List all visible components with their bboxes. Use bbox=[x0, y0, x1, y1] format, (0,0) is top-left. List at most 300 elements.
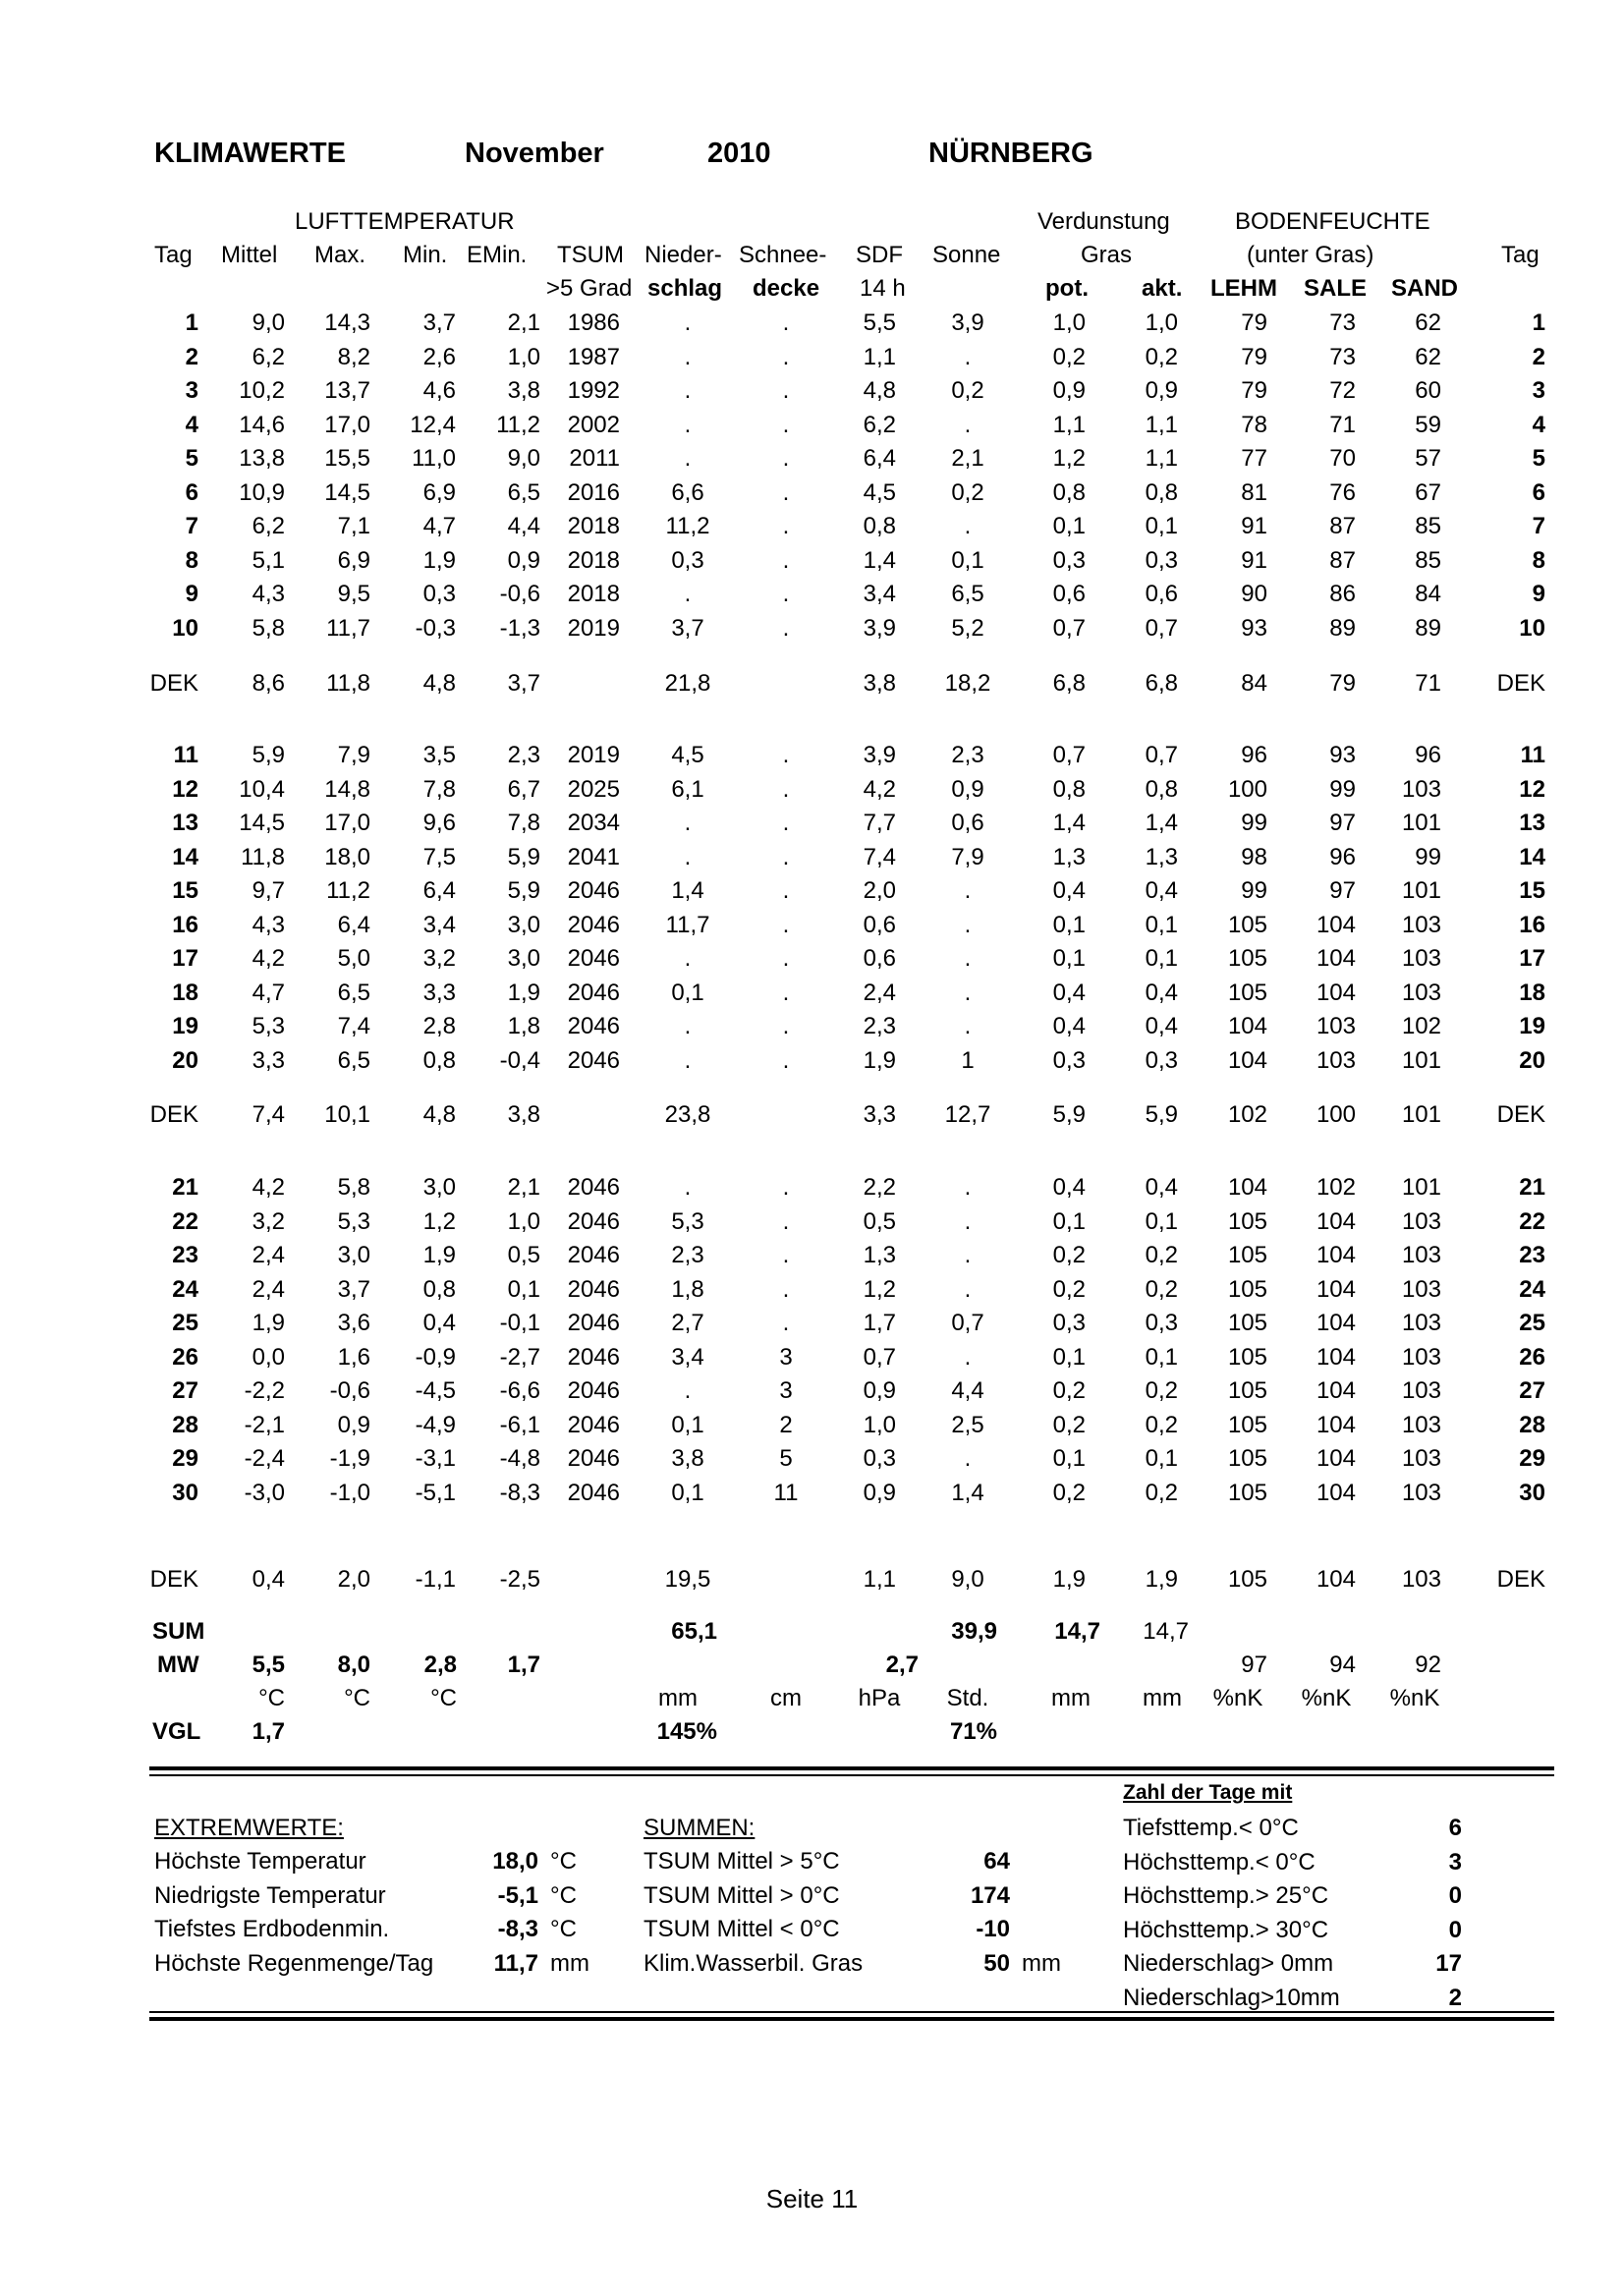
cell-min: -1,1 bbox=[415, 1566, 456, 1593]
cell-akt: 0,2 bbox=[1145, 1242, 1178, 1268]
cell-sonne: 0,2 bbox=[951, 479, 984, 506]
cell-sdf: 1,1 bbox=[863, 344, 896, 370]
col-sonne: Sonne bbox=[932, 242, 1001, 268]
cell-min: 3,0 bbox=[422, 1174, 456, 1201]
cell-max: -1,0 bbox=[329, 1480, 370, 1506]
sum-akt: 14,7 bbox=[1143, 1618, 1189, 1645]
cell-max: 5,0 bbox=[337, 945, 370, 972]
cell-sdf: 3,4 bbox=[863, 581, 896, 607]
col-max: Max. bbox=[314, 242, 366, 268]
cell-min: 3,5 bbox=[422, 742, 456, 768]
cell-sand: 59 bbox=[1415, 412, 1441, 438]
cell-emin: -6,1 bbox=[499, 1412, 540, 1438]
cell-min: 2,8 bbox=[422, 1013, 456, 1039]
unit-sonne: Std. bbox=[946, 1685, 989, 1711]
cell-max: 7,9 bbox=[337, 742, 370, 768]
cell-sand: 60 bbox=[1415, 377, 1441, 404]
cell-nieder: 21,8 bbox=[664, 670, 711, 697]
cell-max: 7,1 bbox=[337, 513, 370, 539]
table-row bbox=[0, 877, 1624, 907]
cell-mittel: 0,0 bbox=[252, 1344, 285, 1371]
cell-pot: 0,4 bbox=[1052, 980, 1086, 1006]
cell-akt: 0,1 bbox=[1145, 912, 1178, 938]
cell-tsum: 2046 bbox=[567, 980, 620, 1006]
cell-tag2: 30 bbox=[1519, 1480, 1545, 1506]
cell-tag: 23 bbox=[172, 1242, 198, 1268]
cell-tag: 24 bbox=[172, 1276, 198, 1303]
cell-schnee: . bbox=[782, 377, 790, 404]
cell-akt: 0,7 bbox=[1145, 742, 1178, 768]
cell-sonne: . bbox=[964, 980, 972, 1006]
cell-sale: 104 bbox=[1316, 1344, 1356, 1371]
cell-tag2: 27 bbox=[1519, 1377, 1545, 1404]
tage-value: 17 bbox=[1435, 1950, 1462, 1977]
cell-schnee: . bbox=[782, 1242, 790, 1268]
cell-mittel: 3,3 bbox=[252, 1047, 285, 1074]
cell-emin: 4,4 bbox=[507, 513, 540, 539]
cell-akt: 5,9 bbox=[1145, 1101, 1178, 1128]
table-row bbox=[0, 1276, 1624, 1306]
cell-akt: 1,0 bbox=[1145, 309, 1178, 336]
cell-emin: 6,7 bbox=[507, 776, 540, 803]
cell-tag: 11 bbox=[173, 742, 198, 768]
cell-nieder: . bbox=[684, 1047, 692, 1074]
cell-pot: 1,1 bbox=[1052, 412, 1086, 438]
cell-mittel: -3,0 bbox=[244, 1480, 285, 1506]
cell-sonne: 2,3 bbox=[951, 742, 984, 768]
cell-pot: 0,1 bbox=[1052, 945, 1086, 972]
cell-sand: 84 bbox=[1415, 581, 1441, 607]
extrem-unit: mm bbox=[550, 1949, 589, 1977]
cell-tag2: 14 bbox=[1519, 844, 1545, 870]
vgl-mittel: 1,7 bbox=[252, 1718, 285, 1745]
cell-nieder: 11,7 bbox=[665, 912, 710, 938]
cell-emin: -0,6 bbox=[499, 581, 540, 607]
cell-emin: -4,8 bbox=[499, 1445, 540, 1472]
cell-sale: 71 bbox=[1329, 412, 1356, 438]
cell-sale: 104 bbox=[1316, 980, 1356, 1006]
col-tag: Tag bbox=[154, 242, 193, 268]
cell-nieder: 0,1 bbox=[671, 980, 704, 1006]
cell-pot: 0,3 bbox=[1052, 1047, 1086, 1074]
cell-pot: 6,8 bbox=[1052, 670, 1086, 697]
extrem-unit: °C bbox=[550, 1848, 577, 1875]
extrem-unit: °C bbox=[550, 1916, 577, 1942]
mw-max: 8,0 bbox=[337, 1652, 370, 1678]
cell-tsum: 2046 bbox=[567, 1480, 620, 1506]
vgl-nieder: 145% bbox=[656, 1718, 717, 1745]
cell-mittel: 1,9 bbox=[252, 1310, 285, 1336]
cell-sale: 86 bbox=[1329, 581, 1356, 607]
cell-sdf: 0,9 bbox=[863, 1377, 896, 1404]
cell-min: 3,7 bbox=[422, 309, 456, 336]
cell-sonne: 0,7 bbox=[951, 1310, 984, 1336]
cell-akt: 0,2 bbox=[1145, 1412, 1178, 1438]
cell-sonne: . bbox=[964, 344, 972, 370]
tage-label: Niederschlag>10mm bbox=[1123, 1984, 1340, 2011]
cell-akt: 0,2 bbox=[1145, 1480, 1178, 1506]
cell-sale: 79 bbox=[1329, 670, 1356, 697]
cell-min: -4,5 bbox=[415, 1377, 456, 1404]
cell-pot: 0,8 bbox=[1052, 479, 1086, 506]
cell-akt: 0,4 bbox=[1145, 980, 1178, 1006]
divider-top-2 bbox=[149, 1774, 1554, 1776]
cell-lehm: 105 bbox=[1227, 1445, 1267, 1472]
cell-min: -0,3 bbox=[415, 615, 456, 642]
cell-tsum: 2018 bbox=[567, 581, 620, 607]
table-row bbox=[0, 377, 1624, 407]
unit-sand: %nK bbox=[1389, 1685, 1440, 1711]
cell-sdf: 1,4 bbox=[863, 547, 896, 574]
table-row bbox=[0, 1310, 1624, 1339]
cell-nieder: . bbox=[684, 445, 692, 472]
cell-tag2: 26 bbox=[1519, 1344, 1545, 1371]
cell-min: 0,8 bbox=[422, 1047, 456, 1074]
cell-sand: 85 bbox=[1415, 547, 1441, 574]
cell-pot: 0,2 bbox=[1052, 1276, 1086, 1303]
cell-sale: 89 bbox=[1329, 615, 1356, 642]
cell-tsum: 2046 bbox=[567, 945, 620, 972]
cell-sale: 73 bbox=[1329, 344, 1356, 370]
cell-akt: 0,2 bbox=[1145, 344, 1178, 370]
cell-emin: 6,5 bbox=[507, 479, 540, 506]
cell-tag2: 10 bbox=[1519, 615, 1545, 642]
cell-schnee: 3 bbox=[779, 1377, 793, 1404]
cell-min: -4,9 bbox=[415, 1412, 456, 1438]
cell-schnee: . bbox=[782, 615, 790, 642]
cell-sdf: 4,5 bbox=[863, 479, 896, 506]
cell-sdf: 5,5 bbox=[863, 309, 896, 336]
col-sdf: SDF bbox=[856, 242, 903, 268]
cell-tag: 28 bbox=[172, 1412, 198, 1438]
cell-lehm: 77 bbox=[1241, 445, 1267, 472]
cell-sale: 76 bbox=[1329, 479, 1356, 506]
cell-emin: 2,3 bbox=[507, 742, 540, 768]
cell-nieder: 3,8 bbox=[671, 1445, 704, 1472]
cell-tsum: 2046 bbox=[567, 877, 620, 904]
cell-schnee: 5 bbox=[779, 1445, 793, 1472]
cell-schnee: 11 bbox=[773, 1480, 799, 1506]
cell-akt: 6,8 bbox=[1145, 670, 1178, 697]
cell-sale: 104 bbox=[1316, 1566, 1356, 1593]
cell-max: 6,9 bbox=[337, 547, 370, 574]
table-row bbox=[0, 1412, 1624, 1441]
vgl-sonne: 71% bbox=[949, 1718, 997, 1745]
cell-akt: 0,9 bbox=[1145, 377, 1178, 404]
cell-max: 17,0 bbox=[324, 810, 370, 836]
cell-sale: 96 bbox=[1329, 844, 1356, 870]
cell-schnee: . bbox=[782, 445, 790, 472]
cell-max: 14,3 bbox=[324, 309, 370, 336]
cell-nieder: 6,1 bbox=[671, 776, 704, 803]
cell-tag: 18 bbox=[172, 980, 198, 1006]
col-sand: SAND bbox=[1391, 275, 1459, 302]
tage-label: Höchsttemp.< 0°C bbox=[1123, 1848, 1316, 1876]
table-row bbox=[0, 309, 1624, 339]
cell-mittel: -2,1 bbox=[244, 1412, 285, 1438]
cell-emin: 0,1 bbox=[507, 1276, 540, 1303]
cell-max: 17,0 bbox=[324, 412, 370, 438]
cell-tag: 1 bbox=[185, 309, 198, 336]
cell-sdf: 0,9 bbox=[863, 1480, 896, 1506]
cell-emin: -2,5 bbox=[499, 1566, 540, 1593]
cell-tag: 20 bbox=[172, 1047, 198, 1074]
cell-nieder: 6,6 bbox=[671, 479, 704, 506]
cell-tsum: 2018 bbox=[567, 513, 620, 539]
cell-mittel: 13,8 bbox=[239, 445, 285, 472]
cell-mittel: 7,4 bbox=[252, 1101, 285, 1128]
cell-sand: 57 bbox=[1415, 445, 1441, 472]
cell-tag: 21 bbox=[172, 1174, 198, 1201]
cell-akt: 0,4 bbox=[1145, 1013, 1178, 1039]
cell-sand: 62 bbox=[1415, 344, 1441, 370]
cell-lehm: 105 bbox=[1227, 1276, 1267, 1303]
cell-sonne: 0,9 bbox=[951, 776, 984, 803]
cell-tsum: 1992 bbox=[567, 377, 620, 404]
cell-max: 11,8 bbox=[326, 670, 370, 697]
cell-emin: 1,0 bbox=[507, 1208, 540, 1235]
cell-tsum: 2046 bbox=[567, 1208, 620, 1235]
cell-akt: 0,7 bbox=[1145, 615, 1178, 642]
cell-nieder: 0,1 bbox=[671, 1412, 704, 1438]
cell-emin: 9,0 bbox=[507, 445, 540, 472]
cell-mittel: 2,4 bbox=[252, 1276, 285, 1303]
cell-sdf: 0,5 bbox=[863, 1208, 896, 1235]
cell-lehm: 105 bbox=[1227, 980, 1267, 1006]
cell-sonne: . bbox=[964, 1013, 972, 1039]
col-tsum-sub: >5 Grad bbox=[546, 275, 633, 302]
cell-schnee: . bbox=[782, 742, 790, 768]
table-row bbox=[0, 513, 1624, 542]
cell-mittel: 3,2 bbox=[252, 1208, 285, 1235]
cell-lehm: 79 bbox=[1241, 309, 1267, 336]
table-row bbox=[0, 1445, 1624, 1475]
cell-sand: 62 bbox=[1415, 309, 1441, 336]
cell-schnee: . bbox=[782, 513, 790, 539]
cell-emin: 2,1 bbox=[507, 1174, 540, 1201]
col-akt: akt. bbox=[1142, 275, 1183, 302]
cell-min: 1,9 bbox=[422, 1242, 456, 1268]
cell-schnee: . bbox=[782, 1013, 790, 1039]
cell-emin: -1,3 bbox=[499, 615, 540, 642]
dekade-row bbox=[0, 1101, 1624, 1131]
cell-sand: 103 bbox=[1401, 912, 1441, 938]
cell-sonne: 9,0 bbox=[951, 1566, 984, 1593]
cell-tag: 26 bbox=[172, 1344, 198, 1371]
cell-mittel: 8,6 bbox=[252, 670, 285, 697]
cell-sonne: . bbox=[964, 1208, 972, 1235]
extrem-value: -5,1 bbox=[497, 1881, 538, 1909]
cell-lehm: 91 bbox=[1241, 513, 1267, 539]
cell-sand: 99 bbox=[1415, 844, 1441, 870]
extrem-label: Niedrigste Temperatur bbox=[154, 1881, 386, 1909]
cell-sonne: . bbox=[964, 513, 972, 539]
cell-akt: 0,1 bbox=[1145, 1208, 1178, 1235]
cell-sonne: . bbox=[964, 1242, 972, 1268]
cell-tag2: 7 bbox=[1532, 513, 1545, 539]
unit-min: °C bbox=[430, 1685, 457, 1711]
cell-emin: 0,9 bbox=[507, 547, 540, 574]
cell-tsum: 2011 bbox=[569, 445, 620, 472]
table-row bbox=[0, 412, 1624, 441]
cell-nieder: . bbox=[684, 844, 692, 870]
cell-pot: 0,6 bbox=[1052, 581, 1086, 607]
cell-pot: 0,1 bbox=[1052, 513, 1086, 539]
table-row bbox=[0, 445, 1624, 475]
cell-pot: 0,7 bbox=[1052, 742, 1086, 768]
cell-sand: 103 bbox=[1401, 945, 1441, 972]
unit-schnee: cm bbox=[770, 1685, 802, 1711]
cell-sdf: 0,6 bbox=[863, 945, 896, 972]
cell-tsum: 2046 bbox=[567, 1013, 620, 1039]
cell-tag2: 6 bbox=[1532, 479, 1545, 506]
sum-sonne: 39,9 bbox=[951, 1618, 997, 1645]
cell-nieder: 5,3 bbox=[671, 1208, 704, 1235]
cell-max: 3,0 bbox=[337, 1242, 370, 1268]
col-mittel: Mittel bbox=[221, 242, 278, 268]
cell-lehm: 99 bbox=[1241, 877, 1267, 904]
cell-mittel: 5,1 bbox=[252, 547, 285, 574]
cell-max: 2,0 bbox=[337, 1566, 370, 1593]
cell-sdf: 1,9 bbox=[863, 1047, 896, 1074]
cell-sand: 103 bbox=[1401, 776, 1441, 803]
cell-sdf: 4,2 bbox=[863, 776, 896, 803]
page-number: Seite 11 bbox=[765, 2184, 859, 2213]
cell-tag2: 24 bbox=[1519, 1276, 1545, 1303]
mw-emin: 1,7 bbox=[507, 1652, 540, 1678]
cell-akt: 0,8 bbox=[1145, 479, 1178, 506]
cell-min: 1,9 bbox=[422, 547, 456, 574]
cell-sdf: 6,4 bbox=[863, 445, 896, 472]
cell-emin: 5,9 bbox=[507, 844, 540, 870]
cell-tsum: 2016 bbox=[567, 479, 620, 506]
mw-label: MW bbox=[157, 1652, 199, 1678]
cell-min: 11,0 bbox=[412, 445, 456, 472]
cell-sdf: 7,4 bbox=[863, 844, 896, 870]
cell-tsum: 2019 bbox=[567, 742, 620, 768]
cell-sand: 101 bbox=[1401, 1101, 1441, 1128]
unit-nieder: mm bbox=[658, 1685, 698, 1711]
cell-schnee: . bbox=[782, 309, 790, 336]
cell-min: 3,2 bbox=[422, 945, 456, 972]
cell-lehm: 90 bbox=[1241, 581, 1267, 607]
table-row bbox=[0, 945, 1624, 975]
cell-mittel: -2,4 bbox=[244, 1445, 285, 1472]
cell-mittel: 5,9 bbox=[252, 742, 285, 768]
cell-sale: 87 bbox=[1329, 547, 1356, 574]
cell-sdf: 3,9 bbox=[863, 742, 896, 768]
cell-max: 10,1 bbox=[324, 1101, 370, 1128]
cell-schnee: 3 bbox=[779, 1344, 793, 1371]
cell-schnee: . bbox=[782, 479, 790, 506]
report-title: KLIMAWERTE bbox=[154, 138, 346, 169]
tage-label: Niederschlag> 0mm bbox=[1123, 1950, 1334, 1977]
cell-max: 13,7 bbox=[324, 377, 370, 404]
cell-lehm: 79 bbox=[1241, 377, 1267, 404]
cell-emin: 3,0 bbox=[507, 945, 540, 972]
cell-mittel: 10,4 bbox=[239, 776, 285, 803]
cell-mittel: 4,7 bbox=[252, 980, 285, 1006]
cell-min: 0,3 bbox=[422, 581, 456, 607]
cell-sonne: . bbox=[964, 912, 972, 938]
cell-emin: 3,0 bbox=[507, 912, 540, 938]
cell-sonne: 1 bbox=[961, 1047, 975, 1074]
cell-sdf: 2,0 bbox=[863, 877, 896, 904]
table-row bbox=[0, 1208, 1624, 1238]
cell-mittel: 5,8 bbox=[252, 615, 285, 642]
cell-sale: 97 bbox=[1329, 810, 1356, 836]
unit-mittel: °C bbox=[258, 1685, 285, 1711]
cell-sdf: 1,2 bbox=[863, 1276, 896, 1303]
cell-tag2: 3 bbox=[1532, 377, 1545, 404]
cell-sdf: 0,6 bbox=[863, 912, 896, 938]
cell-sale: 72 bbox=[1329, 377, 1356, 404]
cell-tag: 4 bbox=[185, 412, 198, 438]
cell-emin: -6,6 bbox=[499, 1377, 540, 1404]
cell-tsum: 2019 bbox=[567, 615, 620, 642]
cell-mittel: 4,3 bbox=[252, 912, 285, 938]
cell-emin: 1,8 bbox=[507, 1013, 540, 1039]
group-verdunstung: Verdunstung bbox=[1037, 208, 1170, 235]
cell-pot: 1,3 bbox=[1052, 844, 1086, 870]
cell-lehm: 105 bbox=[1227, 912, 1267, 938]
cell-tag: 12 bbox=[172, 776, 198, 803]
extrem-label: Tiefstes Erdbodenmin. bbox=[154, 1916, 390, 1942]
tage-label: Höchsttemp.> 25°C bbox=[1123, 1882, 1329, 1909]
cell-max: 0,9 bbox=[337, 1412, 370, 1438]
cell-pot: 0,2 bbox=[1052, 1377, 1086, 1404]
cell-tag: 10 bbox=[172, 615, 198, 642]
cell-nieder: . bbox=[684, 1174, 692, 1201]
cell-sdf: 2,2 bbox=[863, 1174, 896, 1201]
cell-mittel: 11,8 bbox=[241, 844, 285, 870]
table-row bbox=[0, 615, 1624, 644]
cell-max: 3,6 bbox=[337, 1310, 370, 1336]
cell-sonne: 1,4 bbox=[951, 1480, 984, 1506]
col-sale: SALE bbox=[1304, 275, 1368, 302]
cell-nieder: . bbox=[684, 412, 692, 438]
unit-pot: mm bbox=[1051, 1685, 1091, 1711]
table-row bbox=[0, 1377, 1624, 1407]
cell-lehm: 105 bbox=[1227, 1310, 1267, 1336]
cell-sonne: . bbox=[964, 1344, 972, 1371]
cell-min: 9,6 bbox=[422, 810, 456, 836]
cell-max: 9,5 bbox=[337, 581, 370, 607]
unit-akt: mm bbox=[1143, 1685, 1182, 1711]
cell-tag: 6 bbox=[185, 479, 198, 506]
cell-tag2: 4 bbox=[1532, 412, 1545, 438]
cell-sand: 89 bbox=[1415, 615, 1441, 642]
cell-schnee: . bbox=[782, 877, 790, 904]
cell-tsum: 2046 bbox=[567, 1310, 620, 1336]
unit-max: °C bbox=[344, 1685, 370, 1711]
mw-lehm: 97 bbox=[1241, 1652, 1267, 1678]
table-row bbox=[0, 1174, 1624, 1204]
divider-bottom-2 bbox=[149, 2017, 1554, 2021]
extrem-label: Höchste Temperatur bbox=[154, 1848, 366, 1875]
table-row bbox=[0, 810, 1624, 839]
cell-pot: 1,0 bbox=[1052, 309, 1086, 336]
cell-sonne: 12,7 bbox=[944, 1101, 991, 1128]
cell-lehm: 105 bbox=[1227, 1480, 1267, 1506]
cell-sale: 73 bbox=[1329, 309, 1356, 336]
cell-emin: -8,3 bbox=[499, 1480, 540, 1506]
summen-value: 174 bbox=[970, 1881, 1010, 1909]
cell-tag: DEK bbox=[149, 670, 198, 697]
col-min: Min. bbox=[403, 242, 448, 268]
cell-akt: 1,9 bbox=[1145, 1566, 1178, 1593]
mw-sale: 94 bbox=[1329, 1652, 1356, 1678]
